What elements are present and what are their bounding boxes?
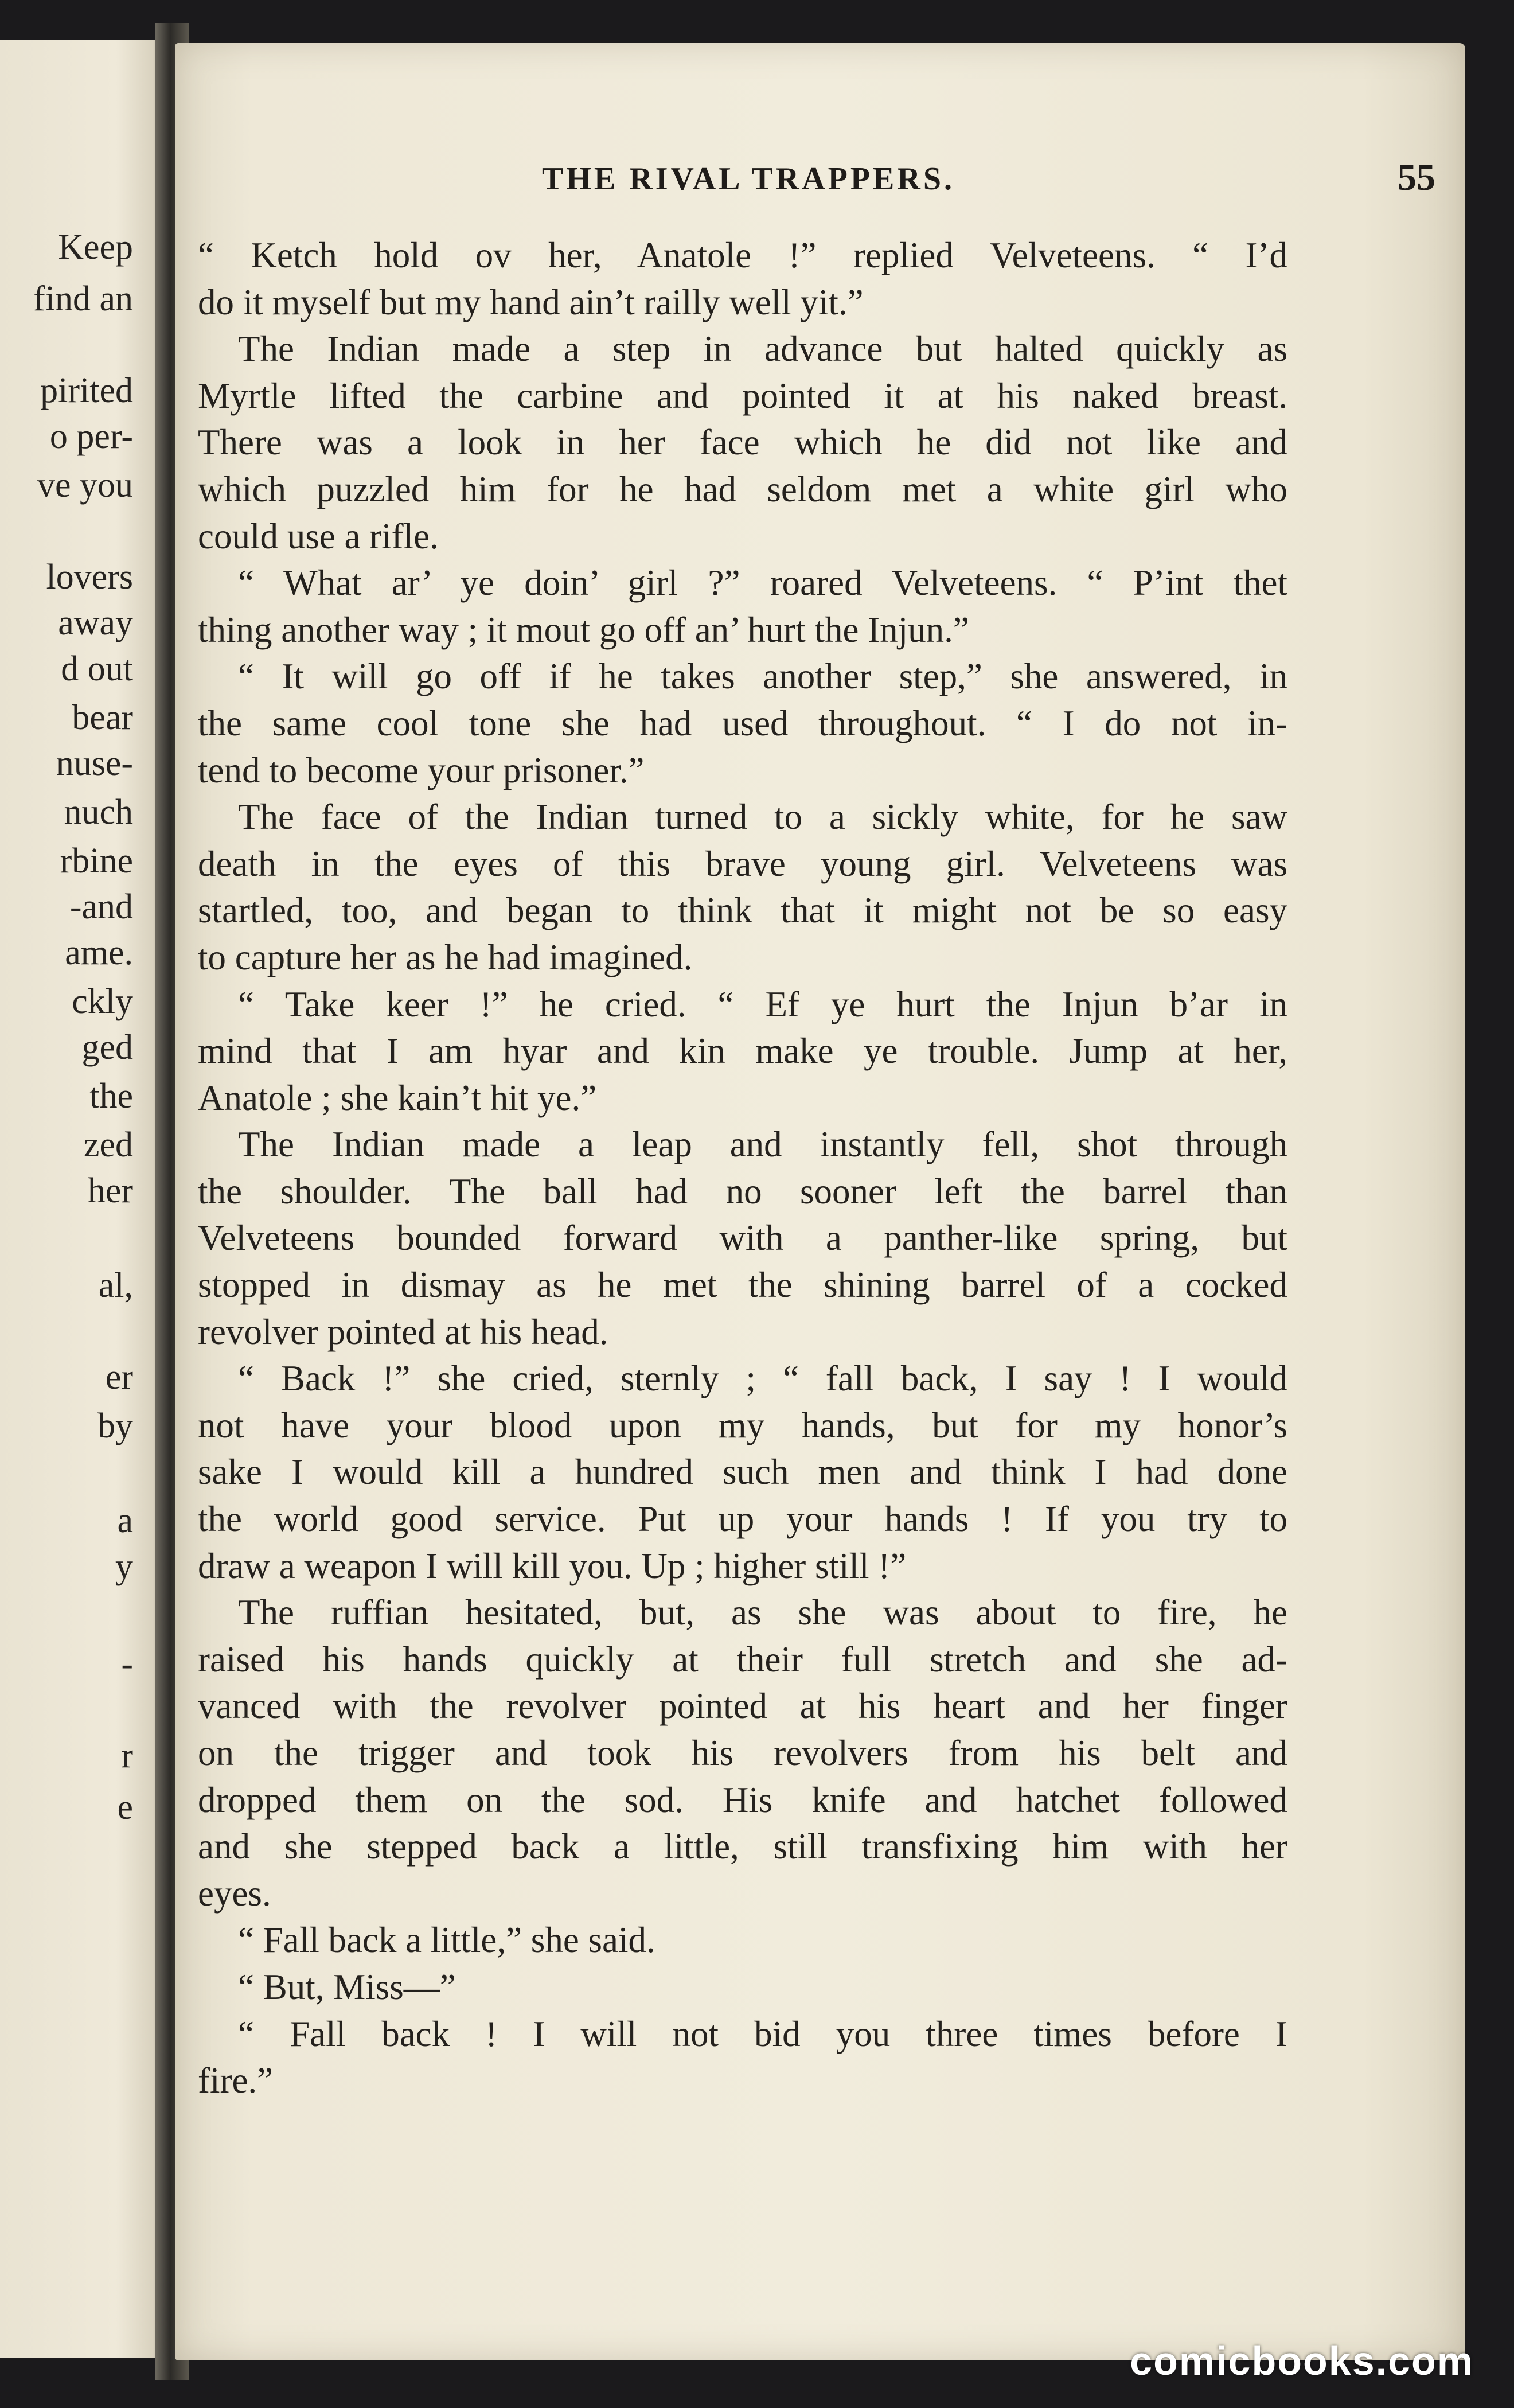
text-line: revolver pointed at his head. bbox=[198, 1311, 608, 1352]
text-line: the shoulder. The ball had no sooner left the barrel than bbox=[198, 1171, 1287, 1211]
text-line: Anatole ; she kain’t hit ye.” bbox=[198, 1077, 597, 1118]
text-line: “ Back !” she cried, sternly ; “ fall back, I say ! I would bbox=[238, 1358, 1287, 1399]
left-page-fragment: ckly bbox=[72, 982, 133, 1021]
text-line: mind that I am hyar and kin make ye trouble. Jump at her, bbox=[198, 1031, 1287, 1071]
text-line: on the trigger and took his revolvers from his belt and bbox=[198, 1733, 1287, 1773]
left-page-fragment: pirited bbox=[40, 371, 133, 410]
text-line: fire.” bbox=[198, 2060, 274, 2101]
body-text bbox=[198, 232, 1287, 2105]
left-page-fragment: er bbox=[105, 1358, 133, 1397]
left-page-fragment: bear bbox=[72, 698, 133, 737]
text-line: and she stepped back a little, still transfixing him with her bbox=[198, 1826, 1287, 1867]
text-line: the same cool tone she had used throughout. “ I do not in- bbox=[198, 703, 1287, 743]
left-page-fragment: nuse- bbox=[56, 744, 133, 783]
text-line: “ Fall back a little,” she said. bbox=[238, 1920, 655, 1961]
left-page-fragment: r bbox=[121, 1736, 133, 1775]
watermark: comicbooks.com bbox=[1130, 2339, 1474, 2383]
running-title: THE RIVAL TRAPPERS. bbox=[542, 161, 955, 197]
text-line: which puzzled him for he had seldom met a white girl who bbox=[198, 469, 1287, 509]
left-page-fragment: zed bbox=[83, 1125, 133, 1164]
left-page-fragment: e bbox=[117, 1788, 133, 1827]
text-line: to capture her as he had imagined. bbox=[198, 937, 693, 977]
left-page-fragment: ve you bbox=[37, 466, 133, 505]
text-line: death in the eyes of this brave young girl. Velveteens was bbox=[198, 843, 1287, 884]
text-line: thing another way ; it mout go off an’ hurt the Injun.” bbox=[198, 609, 969, 650]
left-page-fragment: o per- bbox=[49, 417, 133, 456]
left-page-fragment: al, bbox=[98, 1266, 133, 1305]
right-page bbox=[175, 43, 1465, 2360]
text-line: startled, too, and began to think that it might not be so easy bbox=[198, 890, 1287, 931]
text-line: dropped them on the sod. His knife and hatchet followed bbox=[198, 1779, 1287, 1820]
text-line: Myrtle lifted the carbine and pointed it at his naked breast. bbox=[198, 375, 1287, 416]
left-page-fragment: y bbox=[115, 1547, 133, 1586]
text-line: the world good service. Put up your hands ! If you try to bbox=[198, 1499, 1287, 1540]
text-line: draw a weapon I will kill you. Up ; higher still !” bbox=[198, 1545, 907, 1586]
text-line: The ruffian hesitated, but, as she was about to fire, he bbox=[238, 1592, 1287, 1633]
text-line: “ Take keer !” he cried. “ Ef ye hurt the Injun b’ar in bbox=[238, 984, 1287, 1024]
text-line: There was a look in her face which he did not like and bbox=[198, 422, 1287, 463]
text-line: not have your blood upon my hands, but for my honor’s bbox=[198, 1405, 1287, 1445]
left-page-fragment: Keep bbox=[58, 228, 133, 267]
text-line: “ What ar’ ye doin’ girl ?” roared Velveteens. “ P’int thet bbox=[238, 563, 1287, 603]
left-page-fragment: a bbox=[117, 1501, 133, 1540]
text-line: could use a rifle. bbox=[198, 516, 439, 556]
text-line: sake I would kill a hundred such men and think I had done bbox=[198, 1452, 1287, 1493]
text-line: stopped in dismay as he met the shining barrel of a cocked bbox=[198, 1265, 1287, 1306]
left-facing-page bbox=[0, 40, 166, 2358]
running-head bbox=[175, 157, 1465, 212]
text-line: vanced with the revolver pointed at his heart and her finger bbox=[198, 1686, 1287, 1727]
left-page-fragment: away bbox=[58, 603, 133, 642]
left-page-fragment: d out bbox=[61, 649, 133, 688]
text-line: “ But, Miss—” bbox=[238, 1966, 456, 2007]
left-page-fragment: ame. bbox=[65, 933, 133, 972]
left-page-fragment: -and bbox=[69, 887, 133, 926]
text-line: “ Ketch hold ov her, Anatole !” replied Velveteens. “ I’d bbox=[198, 235, 1287, 275]
left-page-fragment: ged bbox=[81, 1028, 133, 1067]
left-page-fragment: the bbox=[89, 1077, 133, 1116]
left-page-fragment: lovers bbox=[46, 558, 133, 597]
left-page-fragment: rbine bbox=[60, 841, 133, 880]
text-line: “ Fall back ! I will not bid you three times before I bbox=[238, 2013, 1287, 2054]
left-page-fragment: - bbox=[121, 1645, 133, 1684]
left-page-fragment: her bbox=[87, 1171, 133, 1210]
text-line: The Indian made a step in advance but halted quickly as bbox=[238, 329, 1287, 369]
page-number: 55 bbox=[1398, 157, 1435, 198]
left-page-fragment: by bbox=[97, 1406, 133, 1445]
text-line: tend to become your prisoner.” bbox=[198, 750, 645, 790]
text-line: eyes. bbox=[198, 1873, 271, 1914]
text-line: Velveteens bounded forward with a panther-like spring, but bbox=[198, 1218, 1287, 1258]
text-line: do it myself but my hand ain’t railly well yit.” bbox=[198, 282, 864, 322]
text-line: “ It will go off if he takes another step,” she answered, in bbox=[238, 656, 1287, 697]
left-page-text-fragments bbox=[0, 40, 166, 2358]
left-page-fragment: nuch bbox=[64, 793, 133, 832]
text-line: The Indian made a leap and instantly fell, shot through bbox=[238, 1124, 1287, 1165]
text-line: The face of the Indian turned to a sickly white, for he saw bbox=[238, 797, 1287, 837]
text-line: raised his hands quickly at their full stretch and she ad- bbox=[198, 1639, 1287, 1680]
left-page-fragment: find an bbox=[33, 279, 133, 318]
